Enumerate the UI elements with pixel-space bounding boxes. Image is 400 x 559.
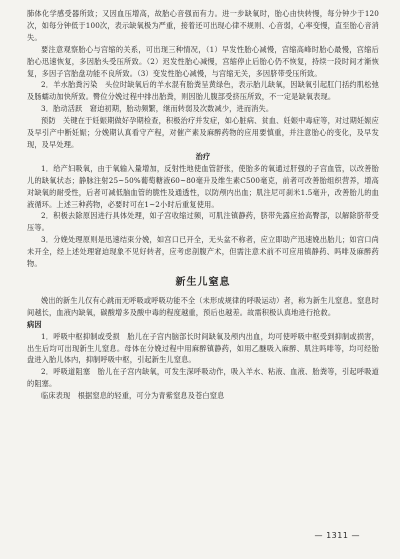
document-page — [27, 8, 379, 402]
paragraph-fetal-movement: 3．胎动活跃 窘迫初期，胎动频繁，继而转弱及次数减少，进而消失。 — [41, 104, 274, 114]
paragraph-etiology-airway: 2．呼吸道阻塞 胎儿在子宫内缺氧，可发生深呼吸动作，吸入羊水、粘液、血液、胎粪等，引起呼吸道的阻塞。 — [27, 367, 379, 389]
paragraph-treatment-oxygen: 1．给产妇吸氧，由于氧输入量增加，反射性地使血管舒张，使胎多的氧通过肝强的子宫血管，以改善胎儿的缺氧状态；静脉注射25~50%葡萄糖液60~80毫升及维生素C500毫克，前者可改善胎组织营养，增高对缺氧的耐受性，后者可减低脑血管的脆性及通透性，以防颅内出血；肌注尼可刹米1.5毫升，改善胎儿的血液循环。上述三种药物，必要时可在1~2小时后重复使用。 — [27, 163, 379, 209]
paragraph-fetal-heart-rate: 肺体化学感受器所致；又因血压增高，故胎心音强而有力。进一步缺氧时，胎心由快转慢，每分钟少于120次，如每分钟低于100次，表示缺氧极为严重，接着还可出现心律不规则、心音弱，心率变慢，直至胎心音消失。 — [27, 9, 379, 42]
paragraph-treatment-delivery: 3．分娩处理原则是迅速结束分娩，如宫口已开全，无头盆不称者，应立即助产迅速娩出胎儿；如宫口尚未开全，经上述处理窘迫现象不见好转者，应考虑剖腹产术，但需注意术前不可应用镇静药、吗啡及麻醉药物。 — [27, 235, 379, 269]
heading-etiology: 病因 — [27, 319, 42, 329]
paragraph-meconium: 2．羊水胎粪污染 头位时缺氧后的羊水混有胎粪呈黄绿色，表示胎儿缺氧，因缺氧引起肛门括约肌松弛及肠蠕动加快所致。臀位分娩过程中排出胎粪，则因胎儿腹部受挤压所致，不一定是缺氧表现。 — [27, 80, 379, 102]
paragraph-prevention: 预防 关键在于妊娠期做好孕期检查，积极治疗并发症，如心脏病、贫血、妊娠中毒症等，对过期妊娠应及早引产中断妊娠；分娩期认真看守产程，对催产素及麻醉药物的应用要慎重，并注意胎心的变化，及早发现，及早处理。 — [27, 116, 379, 149]
paragraph-heart-contraction: 要注意观察胎心与宫缩的关系，可出现三种情况，（1）早发性胎心减慢，宫缩高峰时胎心最慢，宫缩后胎心迅速恢复，多因胎头受压所致。（2）迟发性胎心减慢，宫缩停止后胎心仍不恢复，持续一段时间才渐恢复，多因子宫胎盘功能不良所致。（3）变发性胎心减慢，与宫缩无关，多因脐带受压所致。 — [27, 44, 379, 78]
paragraph-etiology-respiratory-center: 1．呼吸中枢抑制或受损 胎儿在子宫内脑部长时间缺氧及颅内出血，均可使呼吸中枢受到抑制或损害，出生后均可出现新生儿窒息。母体在分娩过程中用麻醉镇静药，如用乙醚吸入麻醉、肌注吗啡等，均可经胎盘进入胎儿体内，抑制呼吸中枢，引起新生儿窒息。 — [27, 331, 379, 365]
paragraph-clinical-features: 临床表现 根据窒息的轻重，可分为青紫窒息及苍白窒息 — [41, 391, 225, 401]
paragraph-asphyxia-definition: 娩出的新生儿仅有心跳而无呼吸或呼吸功能不全（未形成规律的呼吸运动）者，称为新生儿窒息。窒息时间越长，血液内缺氧，碳酸增多及酸中毒的程度越重，预后也越差。故需积极认真地进行抢救。 — [27, 295, 379, 317]
section-title-neonatal-asphyxia: 新生儿窒息 — [175, 276, 231, 288]
paragraph-treatment-cause: 2．积极去除原因进行具体处理，如子宫收缩过频，可肌注镇静药，脐带先露应抬高臀部，以解除脐带受压等。 — [27, 211, 379, 233]
page-number: — 1311 — — [314, 531, 360, 540]
heading-treatment: 治疗 — [195, 151, 211, 161]
